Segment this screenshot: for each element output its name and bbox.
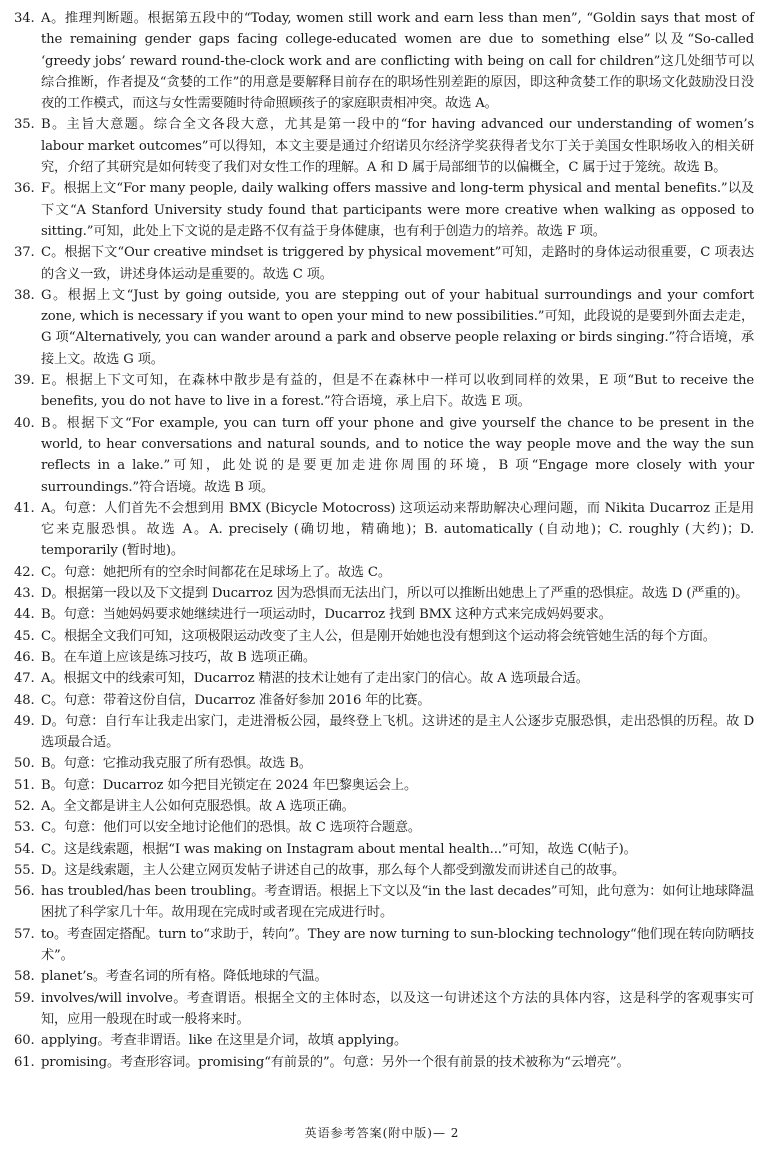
answer-text: promising。考查形容词。promising“有前景的”。句意：另外一个很有前景的技术被称为“云增亮”。 xyxy=(41,1054,630,1070)
answer-item xyxy=(14,881,754,924)
answer-item xyxy=(14,114,754,178)
answer-item xyxy=(14,817,754,838)
answer-text: B。句意：Ducarroz 如今把目光锁定在 2024 年巴黎奥运会上。 xyxy=(41,777,417,793)
answer-item xyxy=(14,370,754,413)
answer-item xyxy=(14,839,754,860)
answer-text: E。根据上下文可知，在森林中散步是有益的，但是不在森林中一样可以收到同样的效果，E 项“But to receive the benefits, you do not have to live in a forest.”符合语境，承上启下。故选 E 项。 xyxy=(41,373,754,410)
answer-item xyxy=(14,753,754,774)
answer-number: 53. xyxy=(14,820,35,836)
answer-item xyxy=(14,583,754,604)
answer-number: 39. xyxy=(14,373,35,389)
answer-text: C。句意：他们可以安全地讨论他们的恐惧。故 C 选项符合题意。 xyxy=(41,820,421,836)
answer-number: 55. xyxy=(14,862,35,878)
answer-number: 60. xyxy=(14,1033,35,1049)
answer-item xyxy=(14,690,754,711)
answer-number: 57. xyxy=(14,926,35,942)
answer-text: C。句意：她把所有的空余时间都花在足球场上了。故选 C。 xyxy=(41,564,391,580)
answer-number: 37. xyxy=(14,245,35,261)
answer-text: D。根据第一段以及下文提到 Ducarroz 因为恐惧而无法出门，所以可以推断出她患上了严重的恐惧症。故选 D (严重的)。 xyxy=(41,586,749,602)
answer-text: D。这是线索题，主人公建立网页发帖子讲述自己的故事，那么每个人都受到激发而讲述自己的故事。 xyxy=(41,862,626,878)
answer-item xyxy=(14,562,754,583)
answer-item xyxy=(14,647,754,668)
answer-item xyxy=(14,775,754,796)
answer-item xyxy=(14,711,754,754)
answer-item xyxy=(14,285,754,370)
answer-text: C。这是线索题，根据“I was making on Instagram about mental health...”可知，故选 C(帖子)。 xyxy=(41,841,637,857)
answer-number: 52. xyxy=(14,798,35,814)
answer-number: 34. xyxy=(14,11,35,26)
answer-number: 54. xyxy=(14,841,35,857)
answer-number: 45. xyxy=(14,628,35,644)
answer-text: A。推理判断题。根据第五段中的“Today, women still work and earn less than men”, “Goldin says that most of the remaining gender gaps facing college-educated women are due to something else”以及“So-called ‘greedy jobs’ reward round-the-clock work and are conflicting with being on call for children”这几处细节可以综合推断，作者提及“贪婪的工作”的用意是要解释目前存在的职场性别差距的原因，即这种贪婪工作的职场文化鼓励没日没夜的工作模式，而这与女性需要随时待命照顾孩子的家庭职责相冲突。故选 A。 xyxy=(41,11,754,112)
answer-number: 51. xyxy=(14,777,35,793)
answer-item xyxy=(14,966,754,987)
answer-item xyxy=(14,1030,754,1051)
answer-number: 36. xyxy=(14,181,35,197)
answer-text: C。句意：带着这份自信，Ducarroz 准备好参加 2016 年的比赛。 xyxy=(41,692,431,708)
answer-text: F。根据上文“For many people, daily walking offers massive and long-term physical and mental benefits.”以及下文“A Stanford University study found that participants were more creative when walking as opposed to sitting.”可知，此处上下文说的是走路不仅有益于身体健康，也有利于创造力的培养。故选 F 项。 xyxy=(41,181,754,239)
answer-number: 35. xyxy=(14,117,35,133)
answer-text: G。根据上文“Just by going outside, you are stepping out of your habitual surroundings and your comfort zone, which is necessary if you want to open your mind to new possibilities.”可知，此段说的是要到外面去走走，G 项“Alternatively, you can wander around a park and observe people relaxing or birds singing.”符合语境，承接上文。故选 G 项。 xyxy=(41,287,754,367)
answer-item xyxy=(14,1052,754,1073)
answer-text: B。句意：当她妈妈要求她继续进行一项运动时，Ducarroz 找到 BMX 这种方式来完成妈妈要求。 xyxy=(41,607,612,623)
answer-item xyxy=(14,242,754,285)
answer-number: 49. xyxy=(14,713,35,729)
answer-number: 61. xyxy=(14,1054,35,1070)
answer-item xyxy=(14,8,754,114)
answer-number: 41. xyxy=(14,500,35,516)
page-footer: 英语参考答案(附中版)— 2 xyxy=(304,1126,460,1140)
answer-number: 47. xyxy=(14,671,35,687)
answer-item xyxy=(14,178,754,242)
answer-number: 38. xyxy=(14,287,35,303)
answer-text: B。在车道上应该是练习技巧，故 B 选项正确。 xyxy=(41,649,316,665)
answer-text: B。句意：它推动我克服了所有恐惧。故选 B。 xyxy=(41,756,312,772)
answer-text: C。根据全文我们可知，这项极限运动改变了主人公，但是刚开始她也没有想到这个运动将会统管她生活的每个方面。 xyxy=(41,628,716,644)
answer-number: 42. xyxy=(14,564,35,580)
answer-text: to。考查固定搭配。turn to“求助于，转向”。They are now turning to sun-blocking technology“他们现在转向防晒技术”。 xyxy=(41,926,754,964)
answer-text: B。主旨大意题。综合全文各段大意，尤其是第一段中的“for having advanced our understanding of women’s labour market outcomes”可以得知，本文主要是通过介绍诺贝尔经济学奖获得者戈尔丁关于美国女性职场收入的相关研究，介绍了其研究是如何转变了我们对女性工作的理解。A 和 D 属于局部细节的以偏概全，C 属于过于笼统。故选 B。 xyxy=(41,117,754,176)
answer-item xyxy=(14,604,754,625)
answer-text: planet’s。考查名词的所有格。降低地球的气温。 xyxy=(41,969,328,985)
answer-item xyxy=(14,796,754,817)
answer-text: C。根据下文“Our creative mindset is triggered by physical movement”可知，走路时的身体运动很重要，C 项表达的含义一致，讲述身体运动是重要的。故选 C 项。 xyxy=(41,245,754,282)
answer-item xyxy=(14,413,754,498)
answer-text: involves/will involve。考查谓语。根据全文的主体时态，以及这一句讲述这个方法的具体内容，这是科学的客观事实可知，应用一般现在时或一般将来时。 xyxy=(41,990,754,1027)
answer-number: 56. xyxy=(14,884,35,900)
answer-text: A。句意：人们首先不会想到用 BMX (Bicycle Motocross) 这项运动来帮助解决心理问题，而 Nikita Ducarroz 正是用它来克服恐惧。故选 A。A. precisely (确切地，精确地)；B. automatically (自动地)；C. roughly (大约)；D. temporarily (暂时地)。 xyxy=(41,500,754,559)
answer-text: A。根据文中的线索可知，Ducarroz 精湛的技术让她有了走出家门的信心。故 A 选项最合适。 xyxy=(41,671,589,687)
answer-number: 40. xyxy=(14,415,35,431)
answer-text: D。句意：自行车让我走出家门，走进滑板公园，最终登上飞机。这讲述的是主人公逐步克服恐惧，走出恐惧的历程。故 D 选项最合适。 xyxy=(41,713,754,751)
answer-item xyxy=(14,626,754,647)
answer-text: A。全文都是讲主人公如何克服恐惧。故 A 选项正确。 xyxy=(41,798,355,814)
answer-number: 46. xyxy=(14,649,35,665)
answer-list xyxy=(14,8,754,1073)
answer-number: 50. xyxy=(14,756,35,772)
answer-number: 48. xyxy=(14,692,35,708)
answer-number: 44. xyxy=(14,607,35,623)
answer-item xyxy=(14,860,754,881)
answer-item xyxy=(14,988,754,1031)
answer-item xyxy=(14,498,754,562)
answer-item xyxy=(14,668,754,689)
answer-number: 58. xyxy=(14,969,35,985)
answer-number: 43. xyxy=(14,586,35,602)
answer-text: has troubled/has been troubling。考查谓语。根据上下文以及“in the last decades”可知，此句意为：如何让地球降温困扰了科学家几十年。故用现在完成时或者现在完成进行时。 xyxy=(41,884,754,921)
answer-text: B。根据下文“For example, you can turn off your phone and give yourself the chance to be present in the world, to hear conversations and natural sounds, and to notice the way people move and the way the sun reflects in a lake.”可知，此处说的是要更加走进你周围的环境，B 项“Engage more closely with your surroundings.”符合语境。故选 B 项。 xyxy=(41,415,754,495)
answer-item xyxy=(14,924,754,967)
answer-text: applying。考查非谓语。like 在这里是介词，故填 applying。 xyxy=(41,1033,408,1049)
answer-number: 59. xyxy=(14,990,35,1006)
